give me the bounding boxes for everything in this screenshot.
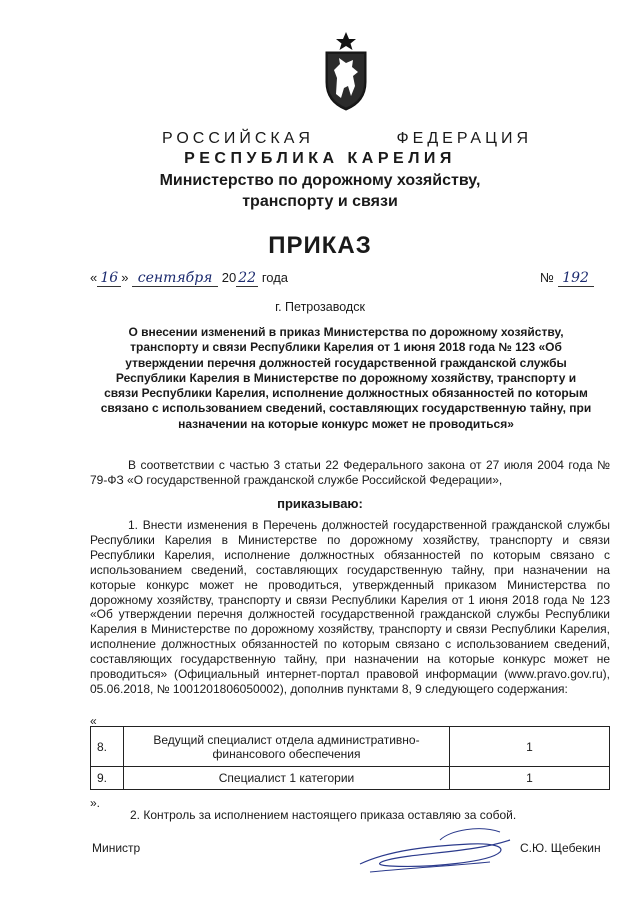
- order-word: приказываю:: [277, 496, 363, 511]
- document-date: [90, 270, 288, 287]
- federation-heading: [162, 130, 532, 148]
- quote-open: «: [90, 714, 97, 728]
- date-open-quote: «: [90, 270, 98, 285]
- row-number: 8.: [91, 727, 124, 767]
- date-close-quote: »: [121, 270, 129, 285]
- item-2-paragraph: 2. Контроль за исполнением настоящего приказа оставляю за собой.: [130, 808, 517, 822]
- federation-left: РОССИЙСКАЯ: [162, 130, 314, 147]
- document-type-title: ПРИКАЗ: [268, 232, 372, 259]
- row-number: 9.: [91, 767, 124, 790]
- document-number: [540, 270, 594, 287]
- position-name: Ведущий специалист отдела административно-финансового обеспечения: [124, 727, 450, 767]
- republic-heading: РЕСПУБЛИКА КАРЕЛИЯ: [184, 150, 456, 167]
- positions-table: [90, 726, 610, 790]
- date-year-suffix: 22: [236, 270, 258, 287]
- item-1-paragraph: 1. Внести изменения в Перечень должностей государственной гражданской службы Республики Карелия в Министерстве по дорожному хозяйству, транспорту и связи Республики Карелия, исполнение должностных обязанностей по которым связано с использованием сведений, составляющих государственную тайну, при назначении на которые конкурс может не проводиться, утвержденный приказом Министерства по дорожному хозяйству, транспорту и связи Республики Карелия от 1 июня 2018 года № 123 «Об утверждении перечня должностей государственной гражданской службы Республики Карелия в Министерстве по дорожному хозяйству, транспорту и связи Республики Карелия, исполнение должностных обязанностей по которым связано с использованием сведений, составляющих государственную тайну, при назначении на которые конкурс может не проводиться» (Официальный интернет-портал правовой информации (www.pravo.gov.ru), 05.06.2018, № 1001201806050002), дополнив пунктами 8, 9 следующего содержания:: [90, 518, 610, 696]
- preamble-paragraph: В соответствии с частью 3 статьи 22 Федерального закона от 27 июля 2004 года № 79-ФЗ «О государственной гражданской службе Российской Федерации»,: [90, 458, 610, 487]
- number-value: 192: [558, 270, 594, 287]
- federation-right: ФЕДЕРАЦИЯ: [396, 130, 532, 147]
- date-month: сентября: [132, 270, 218, 287]
- handwritten-signature: [350, 820, 520, 880]
- date-day: 16: [97, 270, 121, 287]
- order-subject-title: О внесении изменений в приказ Министерства по дорожному хозяйству, транспорту и связи Республики Карелия от 1 июня 2018 года № 123 «Об утверждении перечня должностей государственной гражданской службы Республики Карелия в Министерстве по дорожному хозяйству, транспорту и связи Республики Карелия, исполнение должностных обязанностей по которым связано с использованием сведений, составляющих государственную тайну, при назначении на которые конкурс может не проводиться»: [100, 325, 592, 431]
- number-label: №: [540, 270, 554, 285]
- city: г. Петрозаводск: [275, 300, 365, 314]
- quote-close: ».: [90, 796, 101, 810]
- position-name: Специалист 1 категории: [124, 767, 450, 790]
- date-year-word: года: [261, 270, 289, 285]
- position-count: 1: [450, 767, 610, 790]
- position-count: 1: [450, 727, 610, 767]
- date-year-prefix: 20: [221, 270, 237, 285]
- table-row: [91, 727, 610, 767]
- ministry-line-2: транспорту и связи: [242, 193, 398, 210]
- ministry-line-1: Министерство по дорожному хозяйству,: [159, 172, 481, 189]
- signatory-role: Министр: [92, 841, 141, 855]
- coat-of-arms-emblem: [322, 30, 370, 114]
- table-row: [91, 767, 610, 790]
- signatory-name: С.Ю. Щебекин: [520, 841, 601, 855]
